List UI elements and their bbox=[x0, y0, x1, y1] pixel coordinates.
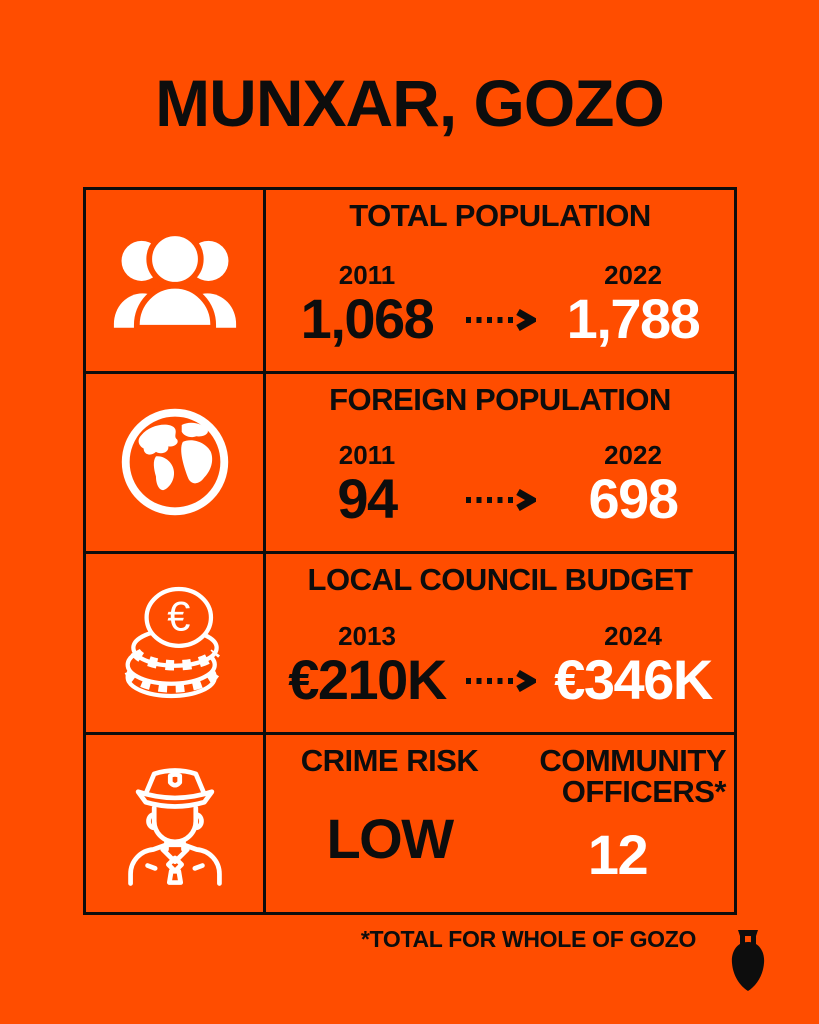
values-row bbox=[276, 232, 724, 361]
euro-symbol: € bbox=[166, 592, 190, 640]
stat-row-total-population bbox=[86, 190, 734, 371]
to-group bbox=[542, 440, 724, 530]
police-officer-icon bbox=[123, 760, 227, 886]
community-officers-column bbox=[507, 743, 728, 903]
to-value: 1,788 bbox=[566, 286, 700, 350]
crime-risk-header: CRIME RISK bbox=[300, 742, 479, 778]
from-value: 1,068 bbox=[300, 286, 434, 350]
from-value: €210K bbox=[288, 647, 446, 711]
from-group bbox=[276, 620, 458, 711]
to-year-label: 2022 bbox=[604, 259, 662, 290]
stat-row-crime-officers bbox=[86, 732, 734, 913]
data-cell bbox=[266, 190, 734, 371]
dotted-arrow-icon bbox=[458, 489, 542, 511]
globe-icon bbox=[119, 406, 231, 518]
data-cell bbox=[266, 554, 734, 732]
data-cell bbox=[266, 374, 734, 552]
to-value: €346K bbox=[554, 647, 712, 711]
community-officers-header: COMMUNITY OFFICERS* bbox=[539, 742, 726, 810]
community-officers-value: 12 bbox=[587, 822, 648, 886]
from-year-label: 2011 bbox=[338, 440, 396, 470]
icon-cell bbox=[86, 554, 266, 732]
dotted-arrow-icon bbox=[458, 670, 542, 692]
stat-header: FOREIGN POPULATION bbox=[329, 381, 671, 417]
from-year-label: 2011 bbox=[338, 259, 396, 290]
to-year-label: 2024 bbox=[604, 620, 662, 651]
to-group bbox=[542, 620, 724, 711]
from-group bbox=[276, 440, 458, 530]
amphora-icon bbox=[727, 930, 769, 992]
values-row bbox=[276, 596, 724, 722]
stat-row-foreign-population bbox=[86, 371, 734, 552]
icon-cell bbox=[86, 735, 266, 913]
stats-table bbox=[83, 187, 737, 915]
icon-cell bbox=[86, 374, 266, 552]
stat-row-local-council-budget bbox=[86, 551, 734, 732]
stat-header: LOCAL COUNCIL BUDGET bbox=[307, 562, 693, 597]
dotted-arrow-icon bbox=[458, 309, 542, 331]
stat-header: TOTAL POPULATION bbox=[349, 198, 651, 233]
euro-coins-icon bbox=[122, 585, 228, 701]
from-group bbox=[276, 259, 458, 350]
crime-risk-column bbox=[272, 743, 507, 903]
people-icon bbox=[112, 232, 238, 328]
to-group bbox=[542, 259, 724, 350]
footnote: *TOTAL FOR WHOLE OF GOZO bbox=[360, 926, 697, 952]
icon-cell bbox=[86, 190, 266, 371]
from-year-label: 2013 bbox=[338, 620, 396, 651]
page-title: MUNXAR, GOZO bbox=[155, 66, 664, 140]
from-value: 94 bbox=[337, 467, 397, 530]
to-year-label: 2022 bbox=[604, 440, 662, 470]
to-value: 698 bbox=[588, 467, 678, 530]
crime-risk-value: LOW bbox=[326, 807, 453, 871]
data-cell bbox=[266, 735, 734, 913]
values-row bbox=[276, 415, 724, 541]
